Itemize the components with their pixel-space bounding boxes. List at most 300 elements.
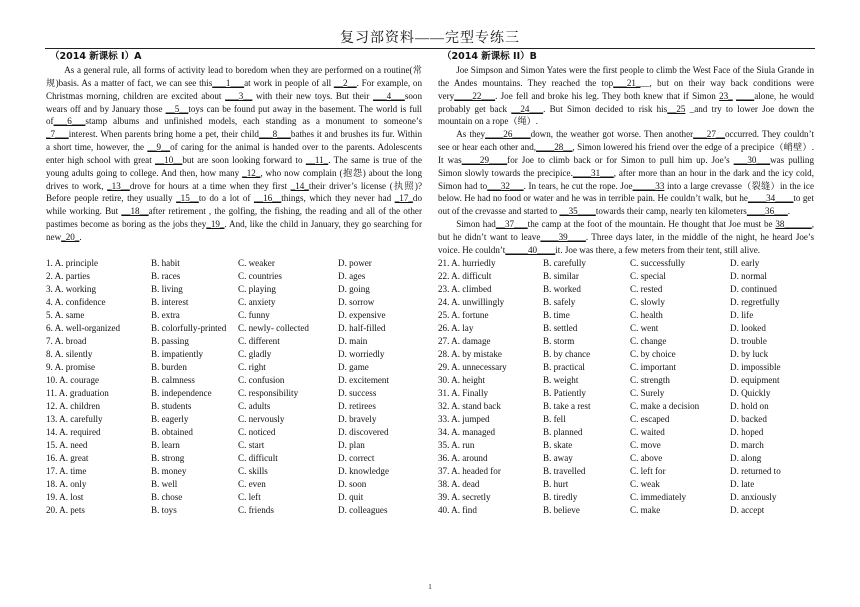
passage-text: alone, he would probably get back xyxy=(438,90,814,114)
option-row xyxy=(46,413,422,426)
option-b: B. skate xyxy=(543,439,573,450)
option-b: B. living xyxy=(151,283,183,294)
section-b-heading: （2014 新课标 II）B xyxy=(442,51,537,62)
option-c: C. immediately xyxy=(630,491,687,502)
title-rule xyxy=(45,48,815,49)
option-row xyxy=(438,439,814,452)
option-d: D. colleagues xyxy=(338,504,388,515)
option-d: D. half-filled xyxy=(338,322,386,333)
passage-text: stamp albums and unfinished models, each standing as a monument to someone’s xyxy=(85,116,422,127)
option-b: B. learn xyxy=(151,439,180,450)
option-a: 7. A. broad xyxy=(46,335,87,346)
passage-text: down, the weather got worse. Then another xyxy=(530,129,694,140)
option-a: 15. A. need xyxy=(46,439,88,450)
option-c: C. friends xyxy=(238,504,274,515)
option-d: D. continued xyxy=(730,283,777,294)
option-d: D. power xyxy=(338,257,372,268)
option-c: C. funny xyxy=(238,309,270,320)
option-d: D. along xyxy=(730,452,762,463)
passage-text: occurred. They couldn’t see or hear each other and, xyxy=(438,129,814,153)
option-a: 2. A. parties xyxy=(46,270,90,281)
option-c: C. right xyxy=(238,361,266,372)
blank: __25 xyxy=(667,103,686,114)
passage-text: , who now complain (抱怨) about the long drives to work, xyxy=(46,167,423,191)
option-c: C. anxiety xyxy=(238,296,276,307)
option-b: B. settled xyxy=(543,322,578,333)
option-row xyxy=(46,296,422,309)
option-b: B. colorfully-printed xyxy=(151,322,227,333)
option-d: D. backed xyxy=(730,413,767,424)
option-row xyxy=(438,309,814,322)
blank: __2__ xyxy=(333,77,357,88)
option-a: 18. A. only xyxy=(46,478,87,489)
paragraph xyxy=(438,64,814,128)
option-d: D. quit xyxy=(338,491,364,502)
option-a: 37. A. headed for xyxy=(438,465,501,476)
option-a: 33. A. jumped xyxy=(438,413,490,424)
blank: 23_ xyxy=(719,90,733,101)
option-b: B. toys xyxy=(151,504,177,515)
page-title: 复习部资料——完型专练三 xyxy=(340,31,520,46)
option-a: 14. A. required xyxy=(46,426,101,437)
option-b: B. calmness xyxy=(151,374,195,385)
option-a: 12. A. children xyxy=(46,400,101,411)
option-d: D. knowledge xyxy=(338,465,390,476)
option-b: B. obtained xyxy=(151,426,193,437)
option-c: C. newly- collected xyxy=(238,322,309,333)
option-row xyxy=(438,400,814,413)
option-a: 35. A. run xyxy=(438,439,475,450)
option-a: 20. A. pets xyxy=(46,504,85,515)
option-b: B. independence xyxy=(151,387,212,398)
blank: __11_ xyxy=(305,154,329,165)
option-d: D. by luck xyxy=(730,348,769,359)
paragraph xyxy=(438,218,814,257)
blank: ___32___ xyxy=(487,180,524,191)
option-c: C. nervously xyxy=(238,413,285,424)
option-a: 17. A. time xyxy=(46,465,87,476)
blank: ____26____ xyxy=(485,129,531,140)
option-d: D. worriedly xyxy=(338,348,385,359)
option-d: D. hoped xyxy=(730,426,764,437)
option-a: 28. A. by mistake xyxy=(438,348,502,359)
passage-text: it. Joe was there, a few meters from their tent, still alive. xyxy=(555,244,761,255)
blank: __10__ xyxy=(155,154,183,165)
blank: __37___ xyxy=(495,219,528,230)
option-c: C. move xyxy=(630,439,661,450)
option-b: B. fell xyxy=(543,413,566,424)
passage-text: . Joe fell and broke his leg. They both knew that if Simon xyxy=(495,90,720,101)
passage-text: . Three days later, in the middle of the night, he heard Joe’s voice. He couldn’t xyxy=(438,231,815,255)
option-b: B. extra xyxy=(151,309,180,320)
passage-text: but are soon looking forward to xyxy=(182,154,306,165)
option-a: 24. A. unwillingly xyxy=(438,296,505,307)
section-a-heading: （2014 新课标 I）A xyxy=(50,51,142,62)
passage-text: bathes it and brushes its fur. Within a short time, however, the xyxy=(46,129,422,153)
option-row xyxy=(438,270,814,283)
option-d: D. trouble xyxy=(730,335,767,346)
blank: _15__ xyxy=(176,193,199,204)
option-c: C. waited xyxy=(630,426,665,437)
option-b: B. away xyxy=(543,452,573,463)
option-a: 31. A. Finally xyxy=(438,387,489,398)
option-c: C. change xyxy=(630,335,667,346)
option-b: B. storm xyxy=(543,335,575,346)
blank: _14_ xyxy=(290,180,309,191)
option-row xyxy=(438,478,814,491)
blank: ____31___ xyxy=(572,167,614,178)
option-d: D. looked xyxy=(730,322,766,333)
option-row xyxy=(46,348,422,361)
option-d: D. regretfully xyxy=(730,296,780,307)
option-row xyxy=(46,257,422,270)
passage-text: things, which they never had xyxy=(281,193,395,204)
option-row xyxy=(438,335,814,348)
passage-text: the camp at the foot of the mountain. He thought that Joe must be xyxy=(527,219,776,230)
option-a: 5. A. same xyxy=(46,309,85,320)
blank: 38______ xyxy=(775,219,812,230)
passage-text: drove for hours at a time when they first xyxy=(129,180,291,191)
option-row xyxy=(438,361,814,374)
option-d: D. correct xyxy=(338,452,375,463)
blank: ___4___ xyxy=(372,90,405,101)
option-c: C. countries xyxy=(238,270,282,281)
blank: ___3__ xyxy=(225,90,253,101)
option-row xyxy=(438,322,814,335)
blank: __5__ xyxy=(165,103,189,114)
passage-text: their driver’s license (执照)? Before people retire, they usually xyxy=(46,180,422,204)
option-row xyxy=(438,491,814,504)
option-a: 10. A. courage xyxy=(46,374,100,385)
option-a: 21. A. hurriedly xyxy=(438,257,496,268)
option-a: 26. A. lay xyxy=(438,322,474,333)
blank: ____34____ xyxy=(747,193,794,204)
option-d: D. retirees xyxy=(338,400,376,411)
blank: _13__ xyxy=(107,180,130,191)
passage-text: , after more than an hour in the dark and the icy cold, Simon had to xyxy=(438,167,814,191)
passage-text: after retirement , the golfing, the fishing, the reading and all of the other pastimes become as boring as the jobs they xyxy=(46,206,422,230)
option-c: C. different xyxy=(238,335,280,346)
option-row xyxy=(46,335,422,348)
option-d: D. sorrow xyxy=(338,296,375,307)
option-d: D. late xyxy=(730,478,755,489)
option-c: C. start xyxy=(238,439,265,450)
option-b: B. interest xyxy=(151,296,189,307)
option-a: 16. A. great xyxy=(46,452,89,463)
option-d: D. march xyxy=(730,439,764,450)
passage-text: soon wears off and by January those xyxy=(46,90,422,114)
option-b: B. well xyxy=(151,478,178,489)
passage-b xyxy=(438,64,814,257)
option-row xyxy=(438,283,814,296)
option-a: 22. A. difficult xyxy=(438,270,492,281)
passage-text: Joe Simpson and Simon Yates were the first people to climb the West Face of the Siula Grande in the Andes mountains. They reached the top xyxy=(438,65,814,88)
option-d: D. expensive xyxy=(338,309,386,320)
option-b: B. strong xyxy=(151,452,185,463)
option-c: C. skills xyxy=(238,465,268,476)
blank: ____29____ xyxy=(461,154,508,165)
option-b: B. tiredly xyxy=(543,491,578,502)
option-b: B. students xyxy=(151,400,192,411)
option-c: C. Surely xyxy=(630,387,665,398)
passage-text: __, but on their way back conditions were very xyxy=(438,77,814,101)
option-row xyxy=(438,257,814,270)
option-a: 4. A. confidence xyxy=(46,296,106,307)
passage-text: _and try to lower Joe down the mountain on a rope（绳）. xyxy=(438,103,814,127)
option-b: B. passing xyxy=(151,335,189,346)
passage-text: to do a lot of xyxy=(198,193,254,204)
passage-text: with their new toys. But their xyxy=(252,90,373,101)
option-row xyxy=(46,504,422,517)
option-b: B. practical xyxy=(543,361,585,372)
option-b: B. eagerly xyxy=(151,413,189,424)
option-c: C. confusion xyxy=(238,374,285,385)
option-b: B. travelled xyxy=(543,465,586,476)
passage-text: Simon had xyxy=(456,219,496,230)
blank: ___8___ xyxy=(258,129,291,140)
option-b: B. believe xyxy=(543,504,580,515)
option-a: 6. A. well-organized xyxy=(46,322,121,333)
option-b: B. habit xyxy=(151,257,180,268)
option-d: D. accept xyxy=(730,504,765,515)
option-a: 8. A. silently xyxy=(46,348,93,359)
option-row xyxy=(46,270,422,283)
left-column xyxy=(46,50,422,517)
option-row xyxy=(46,309,422,322)
blank: ___21_ xyxy=(613,77,641,88)
blank: ___6___ xyxy=(53,116,86,127)
option-c: C. make xyxy=(630,504,661,515)
option-row xyxy=(438,348,814,361)
blank: ___1___ xyxy=(212,77,245,88)
option-c: C. even xyxy=(238,478,266,489)
passage-text: do while working. But xyxy=(46,193,423,217)
option-b: B. similar xyxy=(543,270,579,281)
option-c: C. successfully xyxy=(630,257,686,268)
option-c: C. weak xyxy=(630,478,660,489)
option-b: B. burden xyxy=(151,361,187,372)
option-d: D. soon xyxy=(338,478,367,489)
option-d: D. going xyxy=(338,283,370,294)
option-a: 11. A. graduation xyxy=(46,387,109,398)
option-a: 25. A. fortune xyxy=(438,309,489,320)
option-row xyxy=(438,387,814,400)
option-d: D. ages xyxy=(338,270,366,281)
passage-text: As a general rule, all forms of activity lead to boredom when they are performed on a routine(常规)basis. As a matter of fact, we can see this xyxy=(46,65,422,88)
passage-text: was pulling Simon slowly towards the precipice. xyxy=(438,154,814,178)
option-row xyxy=(438,452,814,465)
option-d: D. anxiously xyxy=(730,491,777,502)
options-a xyxy=(46,257,422,517)
option-c: C. weaker xyxy=(238,257,275,268)
option-row xyxy=(438,465,814,478)
option-c: C. by choice xyxy=(630,348,676,359)
option-row xyxy=(46,400,422,413)
option-d: D. Quickly xyxy=(730,387,771,398)
option-row xyxy=(438,426,814,439)
option-a: 9. A. promise xyxy=(46,361,96,372)
option-b: B. time xyxy=(543,309,570,320)
option-b: B. by chance xyxy=(543,348,591,359)
option-c: C. special xyxy=(630,270,666,281)
option-d: D. returned to xyxy=(730,465,781,476)
blank: _____33 xyxy=(632,180,665,191)
blank: __18__ xyxy=(121,206,149,217)
paragraph xyxy=(46,64,422,244)
option-row xyxy=(46,478,422,491)
passage-text: for Joe to climb back or for Simon to pull him up. Joe’s xyxy=(507,154,734,165)
blank: _19_ xyxy=(206,219,225,230)
passage-text: . But Simon decided to risk his xyxy=(543,103,668,114)
option-c: C. playing xyxy=(238,283,276,294)
option-d: D. game xyxy=(338,361,369,372)
option-a: 38. A. dead xyxy=(438,478,480,489)
option-c: C. noticed xyxy=(238,426,276,437)
blank: ____39____ xyxy=(540,231,586,242)
blank: _____40____ xyxy=(505,244,556,255)
option-d: D. normal xyxy=(730,270,767,281)
passage-text: . xyxy=(79,231,82,242)
passage-text: at work in people of all xyxy=(244,77,334,88)
option-d: D. early xyxy=(730,257,760,268)
option-b: B. money xyxy=(151,465,187,476)
option-row xyxy=(46,491,422,504)
option-b: B. Patiently xyxy=(543,387,586,398)
blank: ___27__ xyxy=(693,129,725,140)
option-c: C. rested xyxy=(630,283,663,294)
option-d: D. main xyxy=(338,335,368,346)
option-b: B. take a rest xyxy=(543,400,591,411)
option-a: 32. A. stand back xyxy=(438,400,501,411)
option-row xyxy=(438,413,814,426)
option-d: D. hold on xyxy=(730,400,769,411)
option-c: C. responsibility xyxy=(238,387,299,398)
passage-a xyxy=(46,64,422,244)
option-c: C. left xyxy=(238,491,261,502)
blank: _12_ xyxy=(242,167,261,178)
option-b: B. planned xyxy=(543,426,583,437)
option-d: D. equipment xyxy=(730,374,780,385)
option-row xyxy=(46,361,422,374)
option-c: C. went xyxy=(630,322,659,333)
blank: ____28__ xyxy=(536,142,573,153)
blank: __24___ xyxy=(511,103,544,114)
option-c: C. above xyxy=(630,452,663,463)
option-row xyxy=(46,322,422,335)
paragraph xyxy=(438,128,814,218)
option-row xyxy=(438,374,814,387)
option-b: B. worked xyxy=(543,283,581,294)
option-row xyxy=(46,387,422,400)
options-b xyxy=(438,257,814,517)
option-row xyxy=(46,439,422,452)
option-c: C. left for xyxy=(630,465,666,476)
right-column xyxy=(438,50,814,517)
blank: _20_ xyxy=(61,231,80,242)
option-row xyxy=(438,296,814,309)
option-c: C. make a decision xyxy=(630,400,700,411)
passage-text: towards their camp, nearly ten kilometers xyxy=(595,206,747,217)
passage-text: toys can be found put away in the basement. The world is full of xyxy=(46,103,422,127)
option-a: 23. A. climbed xyxy=(438,283,492,294)
option-a: 40. A. find xyxy=(438,504,477,515)
option-d: D. plan xyxy=(338,439,365,450)
option-c: C. strength xyxy=(630,374,670,385)
blank: _7___ xyxy=(46,129,69,140)
option-c: C. important xyxy=(630,361,676,372)
blank: ____36___ xyxy=(746,206,788,217)
passage-text: As they xyxy=(456,129,486,140)
option-row xyxy=(46,374,422,387)
passage-text: to get out of the crevasse and started to xyxy=(438,193,814,217)
option-a: 1. A. principle xyxy=(46,257,99,268)
option-b: B. races xyxy=(151,270,181,281)
passage-text: , but he didn’t want to leave xyxy=(438,219,814,242)
blank: ___30___ xyxy=(733,154,771,165)
passage-text: . For example, on Christmas morning, children are excited about xyxy=(46,77,422,101)
option-b: B. impatiently xyxy=(151,348,204,359)
option-a: 39. A. secretly xyxy=(438,491,491,502)
option-d: D. life xyxy=(730,309,754,320)
option-a: 34. A. managed xyxy=(438,426,496,437)
option-d: D. bravely xyxy=(338,413,377,424)
option-c: C. escaped xyxy=(630,413,670,424)
page-number: 1 xyxy=(428,583,432,591)
blank: __9__ xyxy=(147,142,171,153)
option-b: B. carefully xyxy=(543,257,586,268)
option-b: B. safely xyxy=(543,296,576,307)
option-a: 27. A. damage xyxy=(438,335,491,346)
passage-text: , Simon lowered his friend over the edge of a precipice（峭壁）. It was xyxy=(438,142,814,165)
option-d: D. impossible xyxy=(730,361,781,372)
option-b: B. hurt xyxy=(543,478,569,489)
option-c: C. health xyxy=(630,309,663,320)
blank: ____22___ xyxy=(454,90,496,101)
blank: _17_ xyxy=(394,193,413,204)
option-c: C. adults xyxy=(238,400,271,411)
blank: __16__ xyxy=(253,193,282,204)
option-c: C. slowly xyxy=(630,296,665,307)
passage-text: interest. When parents bring home a pet, their child xyxy=(68,129,259,140)
passage-text: of caring for the animal is handed over to the parents. Adolescents enter high school with great xyxy=(46,142,422,165)
option-c: C. difficult xyxy=(238,452,278,463)
option-d: D. excitement xyxy=(338,374,390,385)
blank: __35____ xyxy=(559,206,596,217)
option-b: B. chose xyxy=(151,491,183,502)
passage-text: . In tears, he cut the rope. Joe xyxy=(523,180,633,191)
passage-text: . xyxy=(787,206,791,217)
option-a: 19. A. lost xyxy=(46,491,84,502)
option-c: C. gladly xyxy=(238,348,272,359)
option-b: B. weight xyxy=(543,374,579,385)
option-row xyxy=(46,283,422,296)
option-row xyxy=(46,452,422,465)
blank: ____ xyxy=(736,90,755,101)
option-a: 3. A. working xyxy=(46,283,97,294)
option-a: 30. A. height xyxy=(438,374,485,385)
passage-text: into a large crevasse（裂缝）in the ice below. He had no food or water and he was in terrible pain. He couldn’t walk, but he xyxy=(438,180,814,204)
option-d: D. discovered xyxy=(338,426,389,437)
passage-text: . And, like the child in January, they go searching for new xyxy=(46,219,422,242)
passage-text: . The same is true of the young adults going to college. And then, how many xyxy=(46,154,422,178)
option-row xyxy=(46,426,422,439)
option-a: 36. A. around xyxy=(438,452,488,463)
option-a: 13. A. carefully xyxy=(46,413,103,424)
option-row xyxy=(46,465,422,478)
option-d: D. success xyxy=(338,387,377,398)
option-row xyxy=(438,504,814,517)
option-a: 29. A. unnecessary xyxy=(438,361,507,372)
